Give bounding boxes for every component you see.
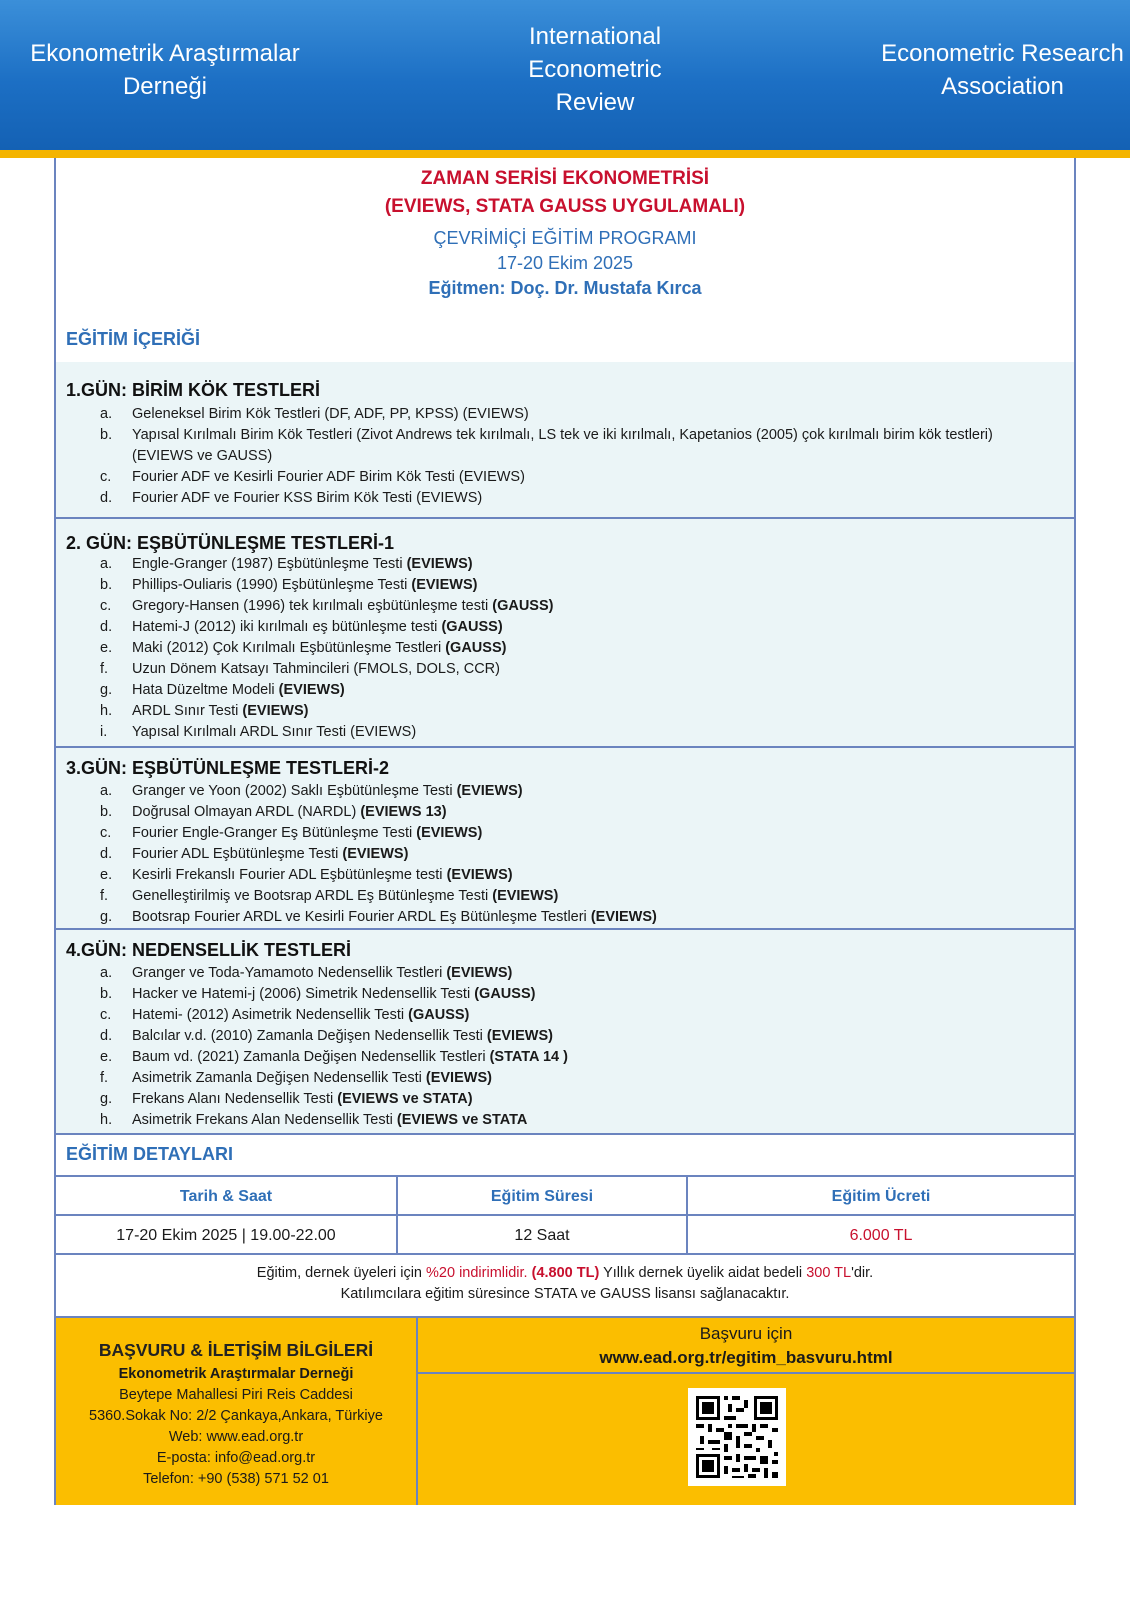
banner-center-line3: Review (555, 89, 635, 116)
qr-code[interactable] (688, 1388, 786, 1486)
list-item: a. Geleneksel Birim Kök Testleri (DF, ADF, PP, KPSS) (EVIEWS) (100, 406, 529, 422)
list-item: d. Fourier ADL Eşbütünleşme Testi (EVIEWS) (100, 846, 409, 862)
contact-org: Ekonometrik Araştırmalar Derneği (118, 1366, 354, 1382)
list-item: a. Granger ve Toda-Yamamoto Nedensellik Testleri (EVIEWS) (100, 965, 513, 981)
journal-name (480, 20, 710, 119)
program-dates: 17-20 Ekim 2025 (496, 253, 634, 273)
contact-web[interactable]: Web: www.ead.org.tr (168, 1429, 304, 1445)
day-block (56, 519, 1074, 748)
list-item: c. Fourier ADF ve Kesirli Fourier ADF Birim Kök Testi (EVIEWS) (100, 469, 525, 485)
list-item: c. Fourier Engle-Granger Eş Bütünleşme Testi (EVIEWS) (100, 825, 483, 841)
list-item: h. ARDL Sınır Testi (EVIEWS) (100, 703, 309, 719)
contact-title: BAŞVURU & İLETİŞİM BİLGİLERİ (98, 1340, 374, 1360)
table-header-duration: Eğitim Süresi (398, 1177, 688, 1216)
list-item: f. Asimetrik Zamanla Değişen Nedensellik Testi (EVIEWS) (100, 1070, 492, 1086)
banner-accent-stripe (0, 150, 1130, 158)
day-items (56, 554, 1074, 743)
program-header (56, 158, 1074, 320)
table-cell-fee: 6.000 TL (688, 1216, 1074, 1255)
table-cell-duration: 12 Saat (398, 1216, 688, 1255)
contact-address-2: 5360.Sokak No: 2/2 Çankaya,Ankara, Türkiye (89, 1408, 383, 1424)
list-item: c. Hatemi- (2012) Asimetrik Nedensellik Testi (GAUSS) (100, 1007, 470, 1023)
list-item: a. Granger ve Yoon (2002) Saklı Eşbütünleşme Testi (EVIEWS) (100, 783, 523, 799)
details-section-title: EĞİTİM DETAYLARI (66, 1144, 234, 1164)
table-header-fee: Eğitim Ücreti (688, 1177, 1074, 1216)
license-note: Katılımcılara eğitim süresince STATA ve GAUSS lisansı sağlanacaktır. (340, 1286, 790, 1302)
list-item: f. Uzun Dönem Katsayı Tahmincileri (FMOLS, DOLS, CCR) (100, 661, 500, 677)
list-item: i. Yapısal Kırılmalı ARDL Sınır Testi (EVIEWS) (100, 724, 417, 740)
day-block (56, 930, 1074, 1135)
list-item: e. Baum vd. (2021) Zamanla Değişen Nedensellik Testleri (STATA 14 ) (100, 1049, 568, 1065)
list-item: f. Genelleştirilmiş ve Bootsrap ARDL Eş Bütünleşme Testi (EVIEWS) (100, 888, 559, 904)
list-item: h. Asimetrik Frekans Alan Nedensellik Testi (EVIEWS ve STATA (100, 1112, 528, 1128)
contact-phone: Telefon: +90 (538) 571 52 01 (143, 1471, 329, 1487)
application-info (418, 1318, 1074, 1505)
list-item: b. Yapısal Kırılmalı Birim Kök Testleri (Zivot Andrews tek kırılmalı, LS tek ve iki kırılmalı, Kapetanios (2005) çok kırılmalı birim kök testleri) (EVIEWS ve GAUSS) (100, 427, 993, 464)
banner-center-line1: International (528, 23, 662, 50)
table-header-date: Tarih & Saat (56, 1177, 398, 1216)
list-item: g. Bootsrap Fourier ARDL ve Kesirli Fourier ARDL Eş Bütünleşme Testleri (EVIEWS) (100, 909, 657, 925)
day-title: 2. GÜN: EŞBÜTÜNLEŞME TESTLERİ-1 (66, 533, 395, 553)
qr-code-icon (688, 1388, 786, 1486)
content-section-title: EĞİTİM İÇERİĞİ (66, 329, 201, 349)
details-section-header (56, 1135, 1074, 1177)
list-item: c. Gregory-Hansen (1996) tek kırılmalı eşbütünleşme testi (GAUSS) (100, 598, 554, 614)
list-item: e. Maki (2012) Çok Kırılmalı Eşbütünleşme Testleri (GAUSS) (100, 640, 507, 656)
application-url[interactable]: www.ead.org.tr/egitim_basvuru.html (599, 1348, 893, 1367)
banner-right-line2: Association (941, 73, 1064, 100)
list-item: b. Phillips-Ouliaris (1990) Eşbütünleşme Testi (EVIEWS) (100, 577, 478, 593)
list-item: a. Engle-Granger (1987) Eşbütünleşme Testi (EVIEWS) (100, 556, 473, 572)
application-label: Başvuru için (699, 1324, 793, 1343)
contact-block (56, 1316, 1074, 1505)
discount-note: Eğitim, dernek üyeleri için %20 indirimlidir. (4.800 TL) Yıllık dernek üyelik aidat bedeli 300 TL'dir. (256, 1265, 874, 1281)
contact-email[interactable]: E-posta: info@ead.org.tr (156, 1450, 316, 1466)
application-link-box (418, 1318, 1074, 1374)
details-table (56, 1177, 1074, 1255)
list-item: g. Hata Düzeltme Modeli (EVIEWS) (100, 682, 345, 698)
day-title: 3.GÜN: EŞBÜTÜNLEŞME TESTLERİ-2 (66, 758, 390, 778)
contact-info (56, 1318, 418, 1505)
banner-left-line2: Derneği (122, 73, 208, 100)
day-items (56, 963, 1074, 1131)
list-item: d. Fourier ADF ve Fourier KSS Birim Kök Testi (EVIEWS) (100, 490, 483, 506)
day-block (56, 748, 1074, 930)
trainer-name: Eğitmen: Doç. Dr. Mustafa Kırca (428, 278, 702, 298)
association-name-en (875, 37, 1130, 103)
list-item: g. Frekans Alanı Nedensellik Testi (EVIEWS ve STATA) (100, 1091, 473, 1107)
program-subtitle: (EVIEWS, STATA GAUSS UYGULAMALI) (384, 196, 746, 217)
banner-left-line1: Ekonometrik Araştırmalar (30, 40, 300, 67)
document-sheet (54, 158, 1076, 1505)
header-banner (0, 0, 1130, 150)
banner-center-line2: Econometric (528, 56, 662, 83)
list-item: b. Doğrusal Olmayan ARDL (NARDL) (EVIEWS 13) (100, 804, 447, 820)
content-section-header (56, 318, 1074, 364)
table-cell-date: 17-20 Ekim 2025 | 19.00-22.00 (56, 1216, 398, 1255)
list-item: e. Kesirli Frekanslı Fourier ADL Eşbütünleşme testi (EVIEWS) (100, 867, 513, 883)
list-item: d. Hatemi-J (2012) iki kırılmalı eş bütünleşme testi (GAUSS) (100, 619, 503, 635)
day-items (56, 404, 1074, 509)
program-type: ÇEVRİMİÇİ EĞİTİM PROGRAMI (433, 228, 697, 248)
program-title: ZAMAN SERİSİ EKONOMETRİSİ (420, 168, 710, 189)
association-name-tr (20, 37, 310, 103)
day-block (56, 362, 1074, 519)
day-items (56, 781, 1074, 928)
day-title: 4.GÜN: NEDENSELLİK TESTLERİ (66, 940, 352, 960)
day-title: 1.GÜN: BİRİM KÖK TESTLERİ (66, 380, 321, 400)
contact-address-1: Beytepe Mahallesi Piri Reis Caddesi (119, 1387, 353, 1403)
banner-right-line1: Econometric Research (881, 40, 1124, 67)
list-item: d. Balcılar v.d. (2010) Zamanla Değişen Nedensellik Testi (EVIEWS) (100, 1028, 553, 1044)
list-item: b. Hacker ve Hatemi-j (2006) Simetrik Nedensellik Testi (GAUSS) (100, 986, 536, 1002)
